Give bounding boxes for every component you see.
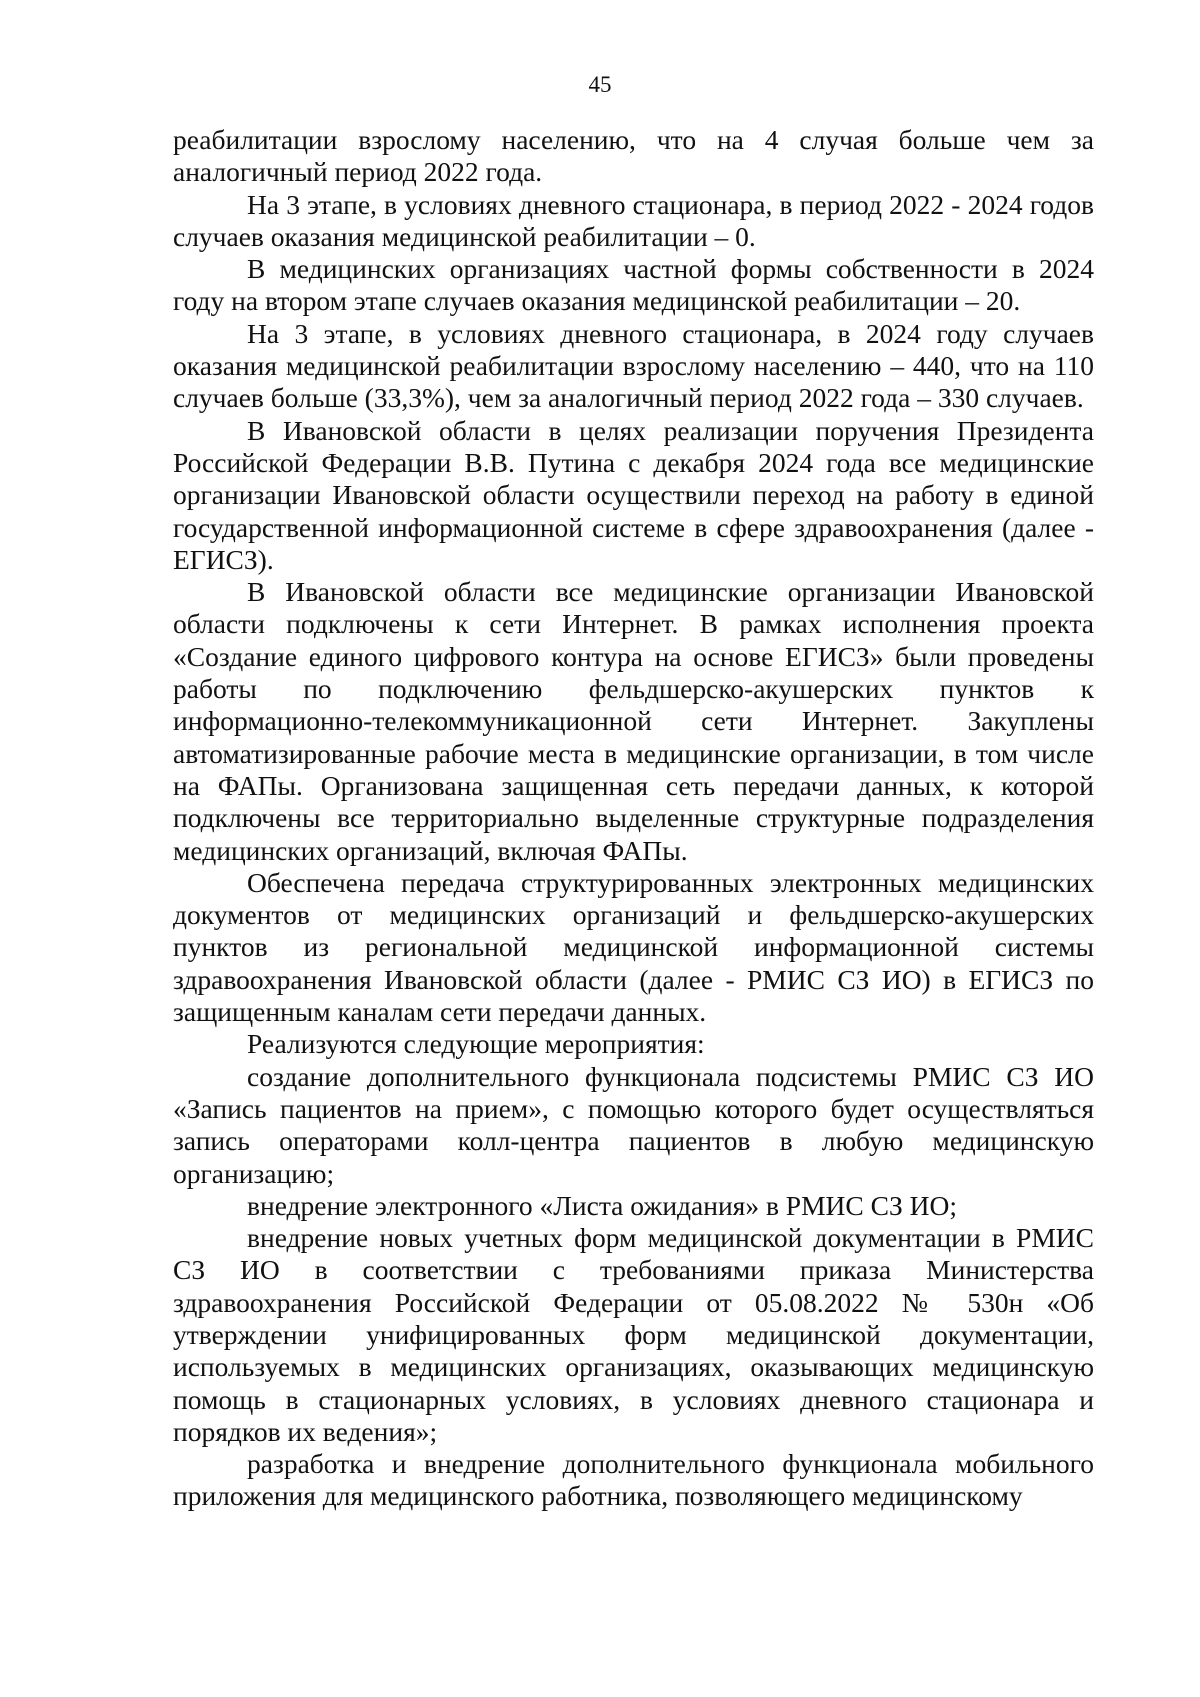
paragraph-stage3-2022-2024: На 3 этапе, в условиях дневного стационара, в период 2022 - 2024 годов случаев оказания медицинской реабилитации – 0. xyxy=(173,188,1094,252)
page-number: 45 xyxy=(588,72,612,97)
list-item-mobile-app: разработка и внедрение дополнительного функционала мобильного приложения для медицинского работника, позволяющего медицинскому xyxy=(173,1448,1094,1512)
paragraph-stage3-2024: На 3 этапе, в условиях дневного стационара, в 2024 году случаев оказания медицинской реабилитации взрослому населению – 440, что на 110 случаев больше (33,3%), чем за аналогичный период 2022 года – 330 случаев. xyxy=(173,317,1094,414)
document-body xyxy=(173,124,1094,1513)
list-item-waiting-list: внедрение электронного «Листа ожидания» в РМИС СЗ ИО; xyxy=(247,1189,957,1221)
paragraph-measures-intro: Реализуются следующие мероприятия: xyxy=(247,1028,705,1060)
paragraph-egisz-transition: В Ивановской области в целях реализации поручения Президента Российской Федерации В.В. Путина с декабря 2024 года все медицинские организации Ивановской области осуществили переход на работу в единой государственной информационной системе в сфере здравоохранения (далее - ЕГИСЗ). xyxy=(173,414,1094,575)
paragraph-document-transfer: Обеспечена передача структурированных электронных медицинских документов от медицинских организаций и фельдшерско-акушерских пунктов из региональной медицинской информационной системы здравоохранения Ивановской области (далее - РМИС СЗ ИО) в ЕГИСЗ по защищенным каналам сети передачи данных. xyxy=(173,866,1094,1028)
list-item-new-forms: внедрение новых учетных форм медицинской документации в РМИС СЗ ИО в соответствии с требованиями приказа Министерства здравоохранения Российской Федерации от 05.08.2022 № 530н «Об утверждении унифицированных форм медицинской документации, используемых в медицинских организациях, оказывающих медицинскую помощь в стационарных условиях, в условиях дневного стационара и порядков их ведения»; xyxy=(173,1222,1094,1447)
paragraph-internet-connection: В Ивановской области все медицинские организации Ивановской области подключены к сети Интернет. В рамках исполнения проекта «Создание единого цифрового контура на основе ЕГИСЗ» были проведены работы по подключению фельдшерско-акушерских пунктов к информационно-телекоммуникационной сети Интернет. Закуплены автоматизированные рабочие места в медицинские организации, в том числе на ФАПы. Организована защищенная сеть передачи данных, к которой подключены все территориально выделенные структурные подразделения медицинских организаций, включая ФАПы. xyxy=(173,576,1094,866)
paragraph-rehab-adults-continuation: реабилитации взрослому населению, что на 4 случая больше чем за аналогичный период 2022 года. xyxy=(173,124,1094,188)
paragraph-private-organizations: В медицинских организациях частной формы собственности в 2024 году на втором этапе случаев оказания медицинской реабилитации – 20. xyxy=(173,253,1094,317)
list-item-patient-appointment: создание дополнительного функционала подсистемы РМИС СЗ ИО «Запись пациентов на прием», с помощью которого будет осуществляться запись операторами колл-центра пациентов в любую медицинскую организацию; xyxy=(173,1060,1094,1189)
